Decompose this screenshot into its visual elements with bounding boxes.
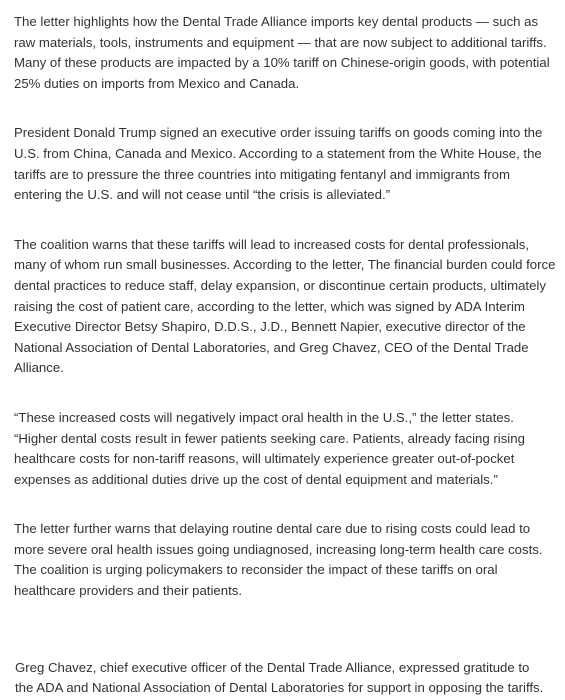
- paragraph-coalition-warning: The coalition warns that these tariffs will lead to increased costs for dental professionals, many of whom run small businesses. According to the letter, The financial burden could force dental practices to reduce staff, delay expansion, or discontinue certain products, ultimately raising the cost of patient care, according to the letter, which was signed by ADA Interim Executive Director Betsy Shapiro, D.D.S., J.D., Bennett Napier, executive director of the National Association of Dental Laboratories, and Greg Chavez, CEO of the Dental Trade Alliance.: [14, 236, 556, 376]
- paragraph-executive-order: President Donald Trump signed an executive order issuing tariffs on goods coming into the U.S. from China, Canada and Mexico. According to a statement from the White House, the tariffs are to pressure the three countries into mitigating fentanyl and immigrants from entering the U.S. and will not cease until “the crisis is alleviated.”: [14, 125, 543, 203]
- article-body: [14, 12, 560, 699]
- paragraph-letter-quote: “These increased costs will negatively impact oral health in the U.S.,” the letter states. “Higher dental costs result in fewer patients seeking care. Patients, already facing rising healthcare costs for non-tariff reasons, will ultimately experience greater out-of-pocket expenses as additional duties drive up the cost of dental equipment and materials.”: [14, 409, 525, 487]
- paragraph-tariff-imports: The letter highlights how the Dental Trade Alliance imports key dental products — such as raw materials, tools, instruments and equipment — that are now subject to additional tariffs. Many of these products are impacted by a 10% tariff on Chinese-origin goods, with potential 25% duties on imports from Mexico and Canada.: [14, 14, 550, 91]
- paragraph-chavez-gratitude: Greg Chavez, chief executive officer of the Dental Trade Alliance, expressed gratitude to the ADA and National Association of Dental Laboratories for support in opposing the tariffs.: [15, 659, 544, 696]
- paragraph-delayed-care: The letter further warns that delaying routine dental care due to rising costs could lead to more severe oral health issues going undiagnosed, increasing long-term health care costs. The coalition is urging policymakers to reconsider the impact of these tariffs on oral healthcare providers and their patients.: [14, 521, 543, 599]
